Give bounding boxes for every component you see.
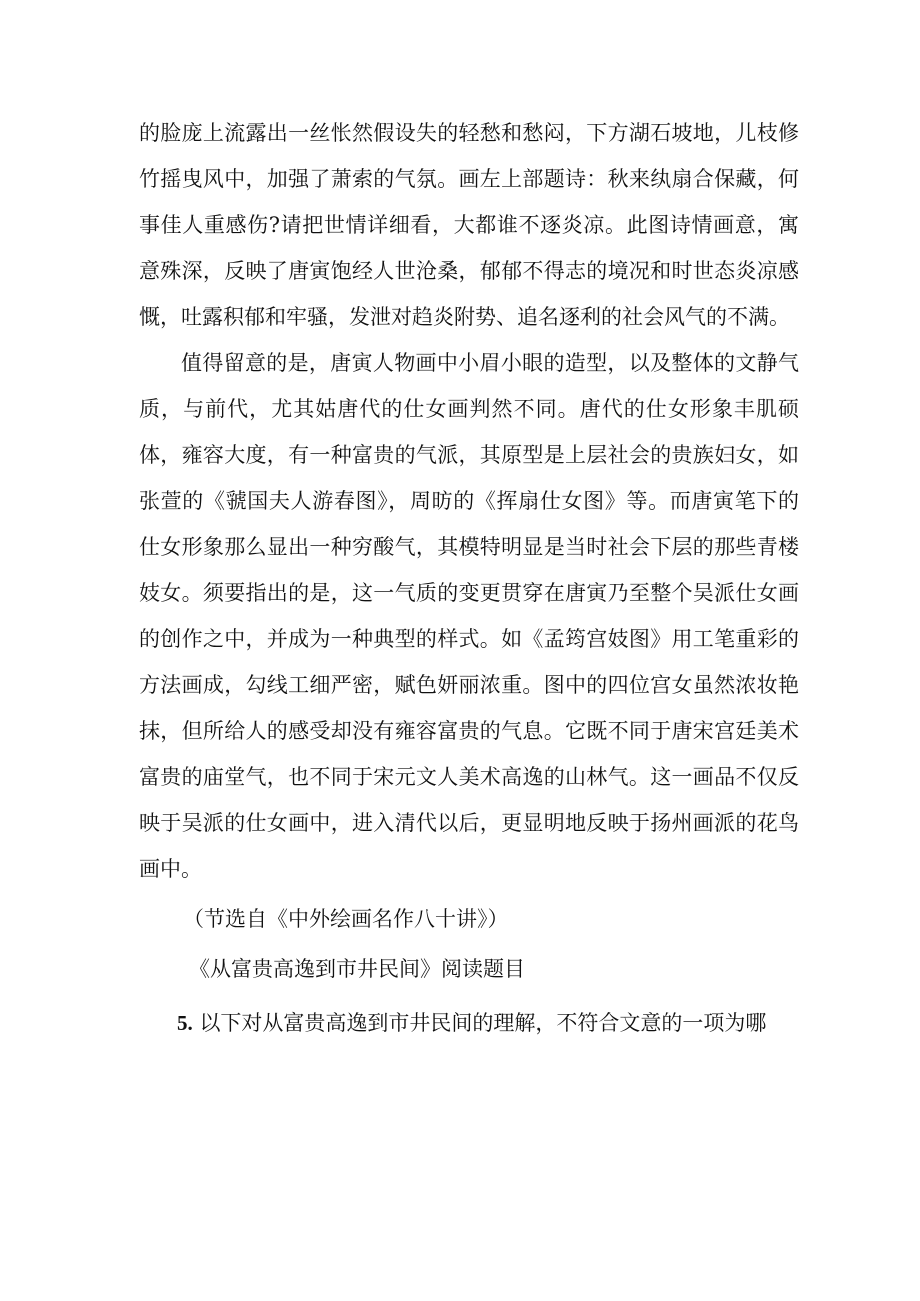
question-5 [139,1000,799,1046]
paragraph-1: 的脸庞上流露出一丝怅然假设失的轻愁和愁闷，下方湖石坡地，儿枝修竹摇曳风中，加强了萧索的气氛。画左上部题诗：秋来纨扇合保藏，何事佳人重感伤?请把世情详细看，大都谁不逐炎凉。此图诗情画意，寓意殊深，反映了唐寅饱经人世沧桑，郁郁不得志的境况和时世态炎凉感慨，吐露积郁和牢骚，发泄对趋炎附势、追名逐利的社会风气的不满。 [139,121,799,329]
paragraph-2: 值得留意的是，唐寅人物画中小眉小眼的造型，以及整体的文静气质，与前代，尤其姑唐代的仕女画判然不同。唐代的仕女形象丰肌硕体，雍容大度，有一种富贵的气派，其原型是上层社会的贵族妇女，如张萱的《虢国夫人游春图》，周昉的《挥扇仕女图》等。而唐寅笔下的仕女形象那么显出一种穷酸气，其模特明显是当时社会下层的那些青楼妓女。须要指出的是，这一气质的变更贯穿在唐寅乃至整个吴派仕女画的创作之中，并成为一种典型的样式。如《孟筠宫妓图》用工笔重彩的方法画成，勾线工细严密，赋色妍丽浓重。图中的四位宫女虽然浓妆艳抹，但所给人的感受却没有雍容富贵的气息。它既不同于唐宋宫廷美术富贵的庙堂气，也不同于宋元文人美术高逸的山林气。这一画品不仅反映于吴派的仕女画中，进入清代以后，更显明地反映于扬州画派的花鸟画中。 [139,351,799,881]
document-page [139,110,799,1046]
source-citation: （节选自《中外绘画名作八十讲》） [183,907,509,931]
question-number: 5. [177,1011,193,1035]
question-text: 以下对从富贵高逸到市井民间的理解，不符合文意的一项为哪 [199,1011,767,1035]
section-subtitle: 《从富贵高逸到市井民间》阅读题目 [189,957,525,981]
